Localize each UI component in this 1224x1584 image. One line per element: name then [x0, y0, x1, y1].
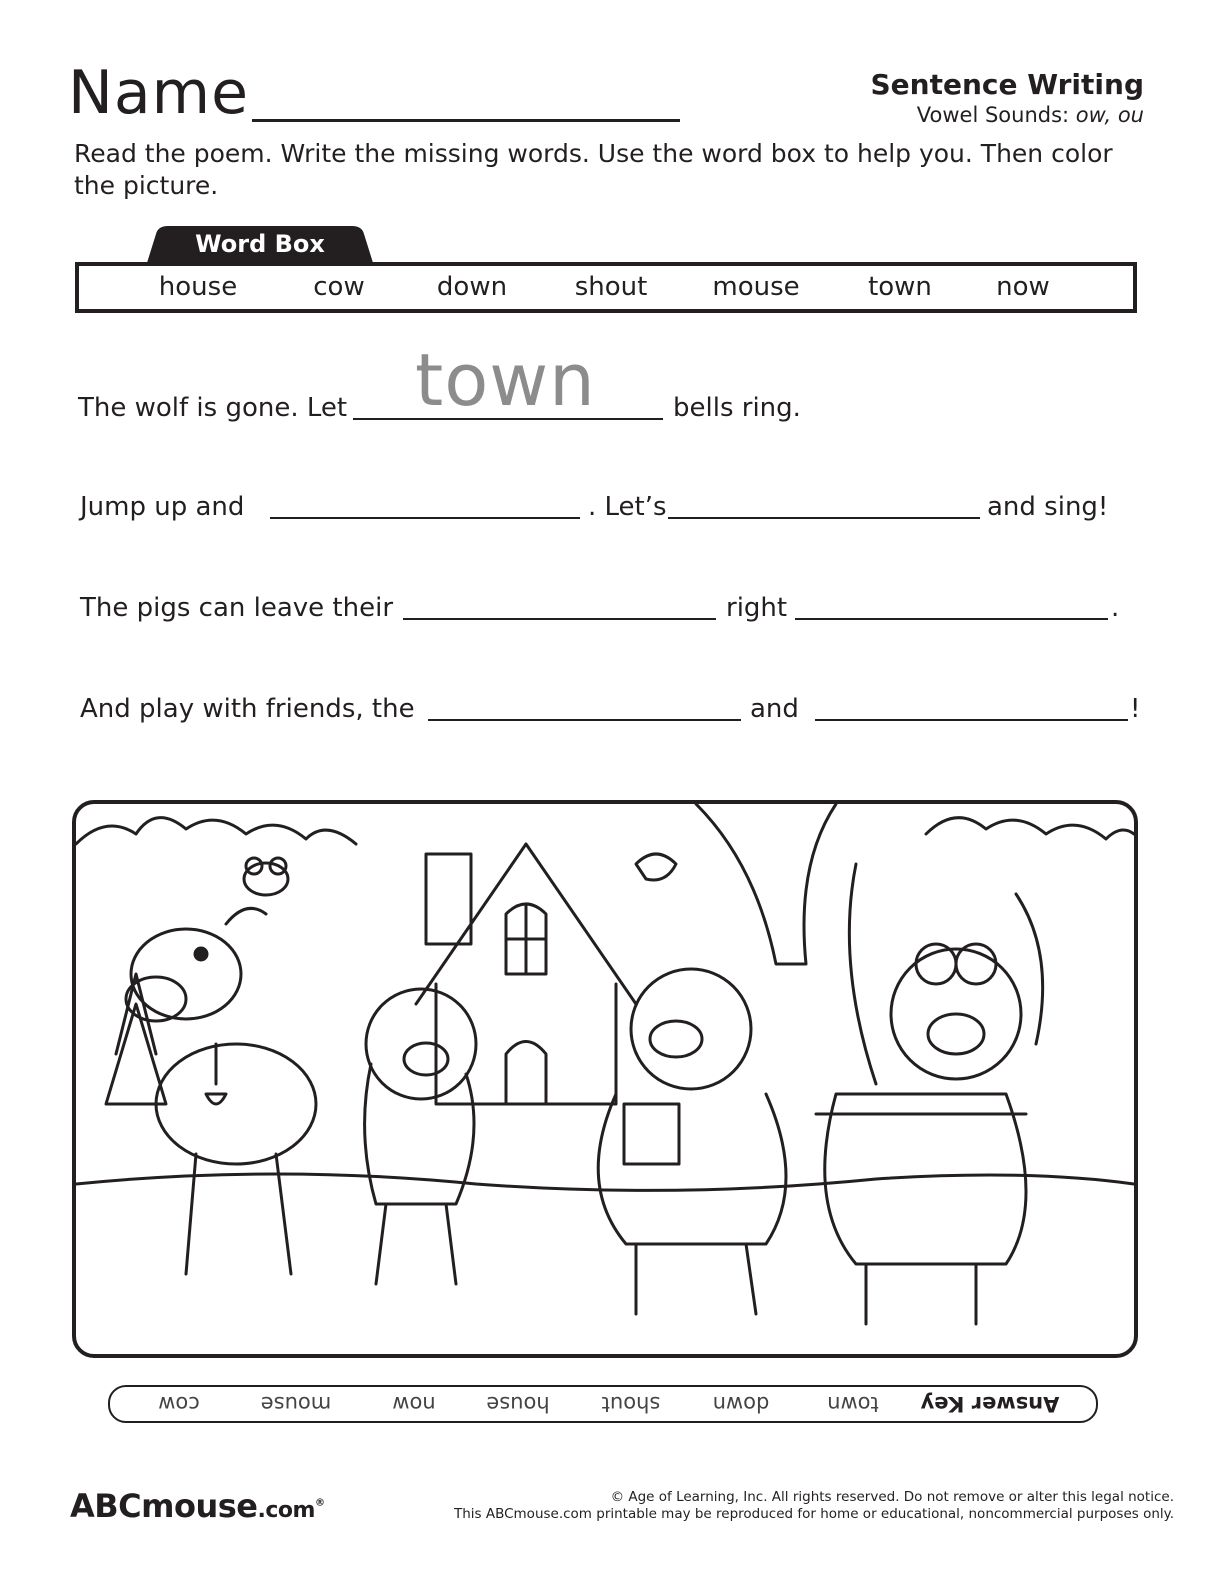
tree-foliage-left [76, 818, 356, 844]
sentence-text: The pigs can leave their [80, 593, 394, 623]
mouse-body [244, 863, 288, 895]
pig-1-snout [404, 1043, 448, 1075]
sentence-text: ! [1130, 694, 1141, 724]
tree-trunk [696, 804, 836, 964]
answer-key-word: down [712, 1392, 770, 1416]
word-box-word: cow [313, 272, 365, 302]
pig-3-body [825, 1094, 1026, 1264]
answer-blank[interactable] [428, 719, 741, 721]
legal-line-2: This ABCmouse.com printable may be reproduced for home or educational, noncommercial purposes only. [453, 1506, 1174, 1522]
sample-answer: town [415, 338, 596, 422]
abcmouse-logo[interactable] [70, 1487, 324, 1525]
sentence-text: . Let’s [588, 492, 667, 522]
answer-key-word: cow [158, 1392, 200, 1416]
word-box-word: now [996, 272, 1050, 302]
ground-line [76, 1174, 1134, 1190]
pig-3-snout [928, 1014, 984, 1054]
answer-blank[interactable] [815, 719, 1128, 721]
house-door [506, 1042, 546, 1105]
answer-key [108, 1385, 1098, 1423]
legal-notice [454, 1489, 1174, 1523]
cow-horn [226, 908, 266, 924]
logo-suffix: .com [257, 1498, 315, 1523]
word-box-word: mouse [712, 272, 800, 302]
answer-key-title: Answer Key [920, 1392, 1060, 1416]
bird [636, 854, 676, 880]
word-box-word: shout [574, 272, 648, 302]
pig-2-snout [650, 1021, 702, 1057]
cow-snout [126, 977, 186, 1021]
word-box-word: down [436, 272, 508, 302]
sentence-text: and [750, 694, 799, 724]
house-wall [436, 984, 616, 1104]
pig-2-pocket [624, 1104, 679, 1164]
word-box-tab [146, 226, 374, 266]
pig-2-body [598, 1094, 786, 1244]
pig-3-legs [866, 1264, 976, 1324]
coloring-illustration [76, 804, 1134, 1354]
coloring-picture [72, 800, 1138, 1358]
sentence-text: and sing! [987, 492, 1109, 522]
answer-key-word: town [827, 1392, 879, 1416]
answer-key-word: now [392, 1392, 436, 1416]
answer-key-word: shout [601, 1392, 661, 1416]
name-label: Name [68, 58, 250, 128]
tree-foliage-right [926, 818, 1134, 839]
name-write-line[interactable] [252, 119, 680, 122]
answer-blank[interactable] [270, 517, 580, 519]
sentence-text: bells ring. [673, 393, 801, 423]
sentence-text: Jump up and [80, 492, 245, 522]
worksheet-subtitle [871, 102, 1145, 128]
sentence-text: And play with friends, the [80, 694, 415, 724]
answer-blank[interactable] [668, 517, 980, 519]
legal-line-1: © Age of Learning, Inc. All rights reserved. Do not remove or alter this legal notice. [610, 1489, 1174, 1505]
sentence-text: The wolf is gone. Let [78, 393, 348, 423]
cow-legs [186, 1154, 291, 1274]
answer-key-word: house [486, 1392, 550, 1416]
answer-blank[interactable] [403, 618, 716, 620]
word-box-word: town [868, 272, 932, 302]
answer-key-word: mouse [260, 1392, 332, 1416]
pig-2-legs [636, 1244, 756, 1314]
instructions: Read the poem. Write the missing words. Use the word box to help you. Then color the picture. [74, 139, 1113, 200]
word-box-label: Word Box [195, 230, 325, 258]
sentence-text: right [726, 593, 788, 623]
logo-main: ABCmouse [70, 1487, 258, 1525]
subtitle-prefix: Vowel Sounds: [916, 103, 1076, 127]
pig-2-head [631, 969, 751, 1089]
sentence-text: . [1111, 593, 1120, 623]
pig-3-glasses [916, 944, 956, 984]
word-box [75, 262, 1137, 313]
logo-registered: ® [314, 1497, 325, 1509]
worksheet-header [871, 68, 1145, 128]
answer-blank[interactable] [795, 618, 1108, 620]
worksheet-title: Sentence Writing [870, 68, 1144, 101]
word-box-word: house [158, 272, 238, 302]
pig-3-arm [849, 864, 876, 1084]
cow-body [156, 1044, 316, 1164]
house-chimney [426, 854, 471, 944]
pig-1-legs [376, 1204, 456, 1284]
subtitle-sounds: ow, ou [1075, 103, 1144, 127]
cow-bell [206, 1044, 226, 1104]
